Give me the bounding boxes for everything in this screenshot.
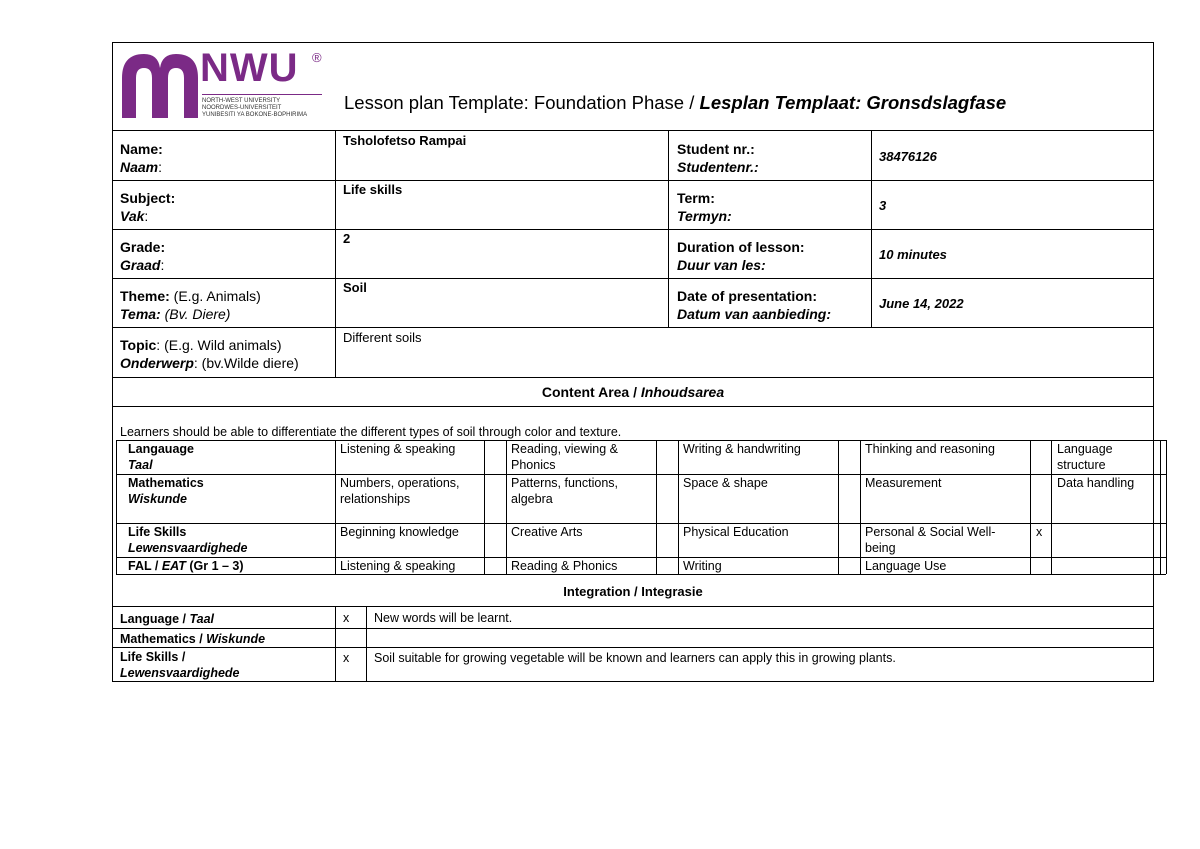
- grid-cell: Beginning knowledge: [340, 525, 459, 539]
- divider: [112, 180, 1154, 181]
- divider: [112, 377, 1154, 378]
- content-area-heading: Content Area / Inhoudsarea: [541, 384, 725, 400]
- integration-label-mathematics: Mathematics / Wiskunde: [120, 632, 266, 646]
- integration-mark: x: [343, 651, 350, 665]
- divider: [112, 130, 1154, 131]
- student-number-label: Student nr.: Studentenr.:: [677, 141, 759, 175]
- term-value: 3: [879, 198, 887, 213]
- grid-line: [335, 440, 336, 574]
- date-label: Date of presentation: Datum van aanbieding:: [677, 288, 832, 322]
- grid-line: [860, 440, 861, 574]
- grid-cell: Space & shape: [683, 476, 768, 490]
- integration-label-language: Language / Taal: [120, 612, 215, 626]
- grid-cell: Language Use: [865, 559, 947, 573]
- divider: [335, 130, 336, 377]
- grade-value: 2: [343, 231, 351, 246]
- grid-line: [335, 606, 336, 682]
- grid-cell: Personal & Social Well-being: [865, 525, 996, 555]
- integration-label-life-skills: Life Skills / Lewensvaardighede: [120, 650, 240, 680]
- duration-label: Duration of lesson: Duur van les:: [677, 239, 805, 273]
- integration-text: New words will be learnt.: [374, 611, 513, 625]
- name-value: Tsholofetso Rampai: [343, 133, 467, 148]
- grid-line: [1030, 440, 1031, 574]
- divider: [871, 130, 872, 327]
- logo-registered-mark: ®: [312, 50, 322, 65]
- theme-label: Theme: (E.g. Animals) Tema: (Bv. Diere): [120, 288, 261, 322]
- grid-line: [1166, 440, 1167, 574]
- grid-line: [116, 440, 117, 574]
- term-label: Term: Termyn:: [677, 190, 732, 224]
- grid-line: [838, 440, 839, 574]
- grid-cell: Listening & speaking: [340, 442, 456, 456]
- theme-value: Soil: [343, 280, 367, 295]
- grid-cell: Thinking and reasoning: [865, 442, 995, 456]
- integration-heading: Integration / Integrasie: [563, 584, 703, 599]
- grid-cell: Reading & Phonics: [511, 559, 618, 573]
- grid-line: [484, 440, 485, 574]
- grid-cell: Patterns, functions, algebra: [511, 476, 619, 506]
- integration-mark: x: [343, 611, 350, 625]
- grid-cell: Measurement: [865, 476, 942, 490]
- divider: [112, 229, 1154, 230]
- nwu-logo: [118, 48, 328, 122]
- grid-mark: x: [1036, 525, 1043, 539]
- grid-cell: Language structure: [1057, 442, 1113, 472]
- logo-divider: [202, 94, 322, 95]
- grid-line: [116, 574, 1166, 575]
- logo-wordmark: NWU: [200, 46, 299, 90]
- grid-cell: Reading, viewing & Phonics: [511, 442, 619, 472]
- duration-value: 10 minutes: [879, 247, 947, 262]
- student-number-value: 38476126: [879, 149, 937, 164]
- grid-row-title: Life Skills Lewensvaardighede: [128, 525, 248, 555]
- divider: [112, 406, 1154, 407]
- subject-value: Life skills: [343, 182, 403, 197]
- grid-line: [1051, 440, 1052, 574]
- topic-label: Topic: (E.g. Wild animals) Onderwerp: (bv.Wilde diere): [120, 337, 299, 371]
- grid-line: [656, 440, 657, 574]
- name-label: Name: Naam:: [120, 141, 163, 175]
- content-area-description: Learners should be able to differentiate the different types of soil through color and texture.: [120, 425, 622, 439]
- grid-row-title: Mathematics Wiskunde: [128, 476, 204, 506]
- grid-line: [1160, 440, 1161, 574]
- divider: [668, 130, 669, 327]
- grid-line: [678, 440, 679, 574]
- grid-cell: Writing & handwriting: [683, 442, 801, 456]
- grid-cell: Numbers, operations, relationships: [340, 476, 460, 506]
- grid-line: [506, 440, 507, 574]
- grid-row-title: FAL / EAT (Gr 1 – 3): [128, 559, 244, 573]
- page-title: Lesson plan Template: Foundation Phase / Lesplan Templaat: Gronsdslagfase: [344, 92, 1007, 113]
- grid-line: [112, 647, 1154, 648]
- grid-row-title: Langauage Taal: [128, 442, 194, 472]
- topic-value: Different soils: [343, 330, 422, 345]
- logo-subtitle: NORTH-WEST UNIVERSITY NOORDWES-UNIVERSITEIT YUNIBESITI YA BOKONE-BOPHIRIMA: [202, 98, 308, 118]
- grid-line: [112, 628, 1154, 629]
- divider: [112, 606, 1154, 607]
- grid-cell: Listening & speaking: [340, 559, 456, 573]
- grade-label: Grade: Graad:: [120, 239, 166, 273]
- divider: [112, 278, 1154, 279]
- grid-cell: Physical Education: [683, 525, 789, 539]
- date-value: June 14, 2022: [879, 296, 964, 311]
- integration-text: Soil suitable for growing vegetable will be known and learners can apply this in growing plants.: [374, 651, 896, 665]
- divider: [112, 327, 1154, 328]
- subject-label: Subject: Vak:: [120, 190, 176, 224]
- grid-line: [366, 606, 367, 682]
- grid-cell: Writing: [683, 559, 722, 573]
- grid-cell: Data handling: [1057, 476, 1135, 490]
- grid-cell: Creative Arts: [511, 525, 583, 539]
